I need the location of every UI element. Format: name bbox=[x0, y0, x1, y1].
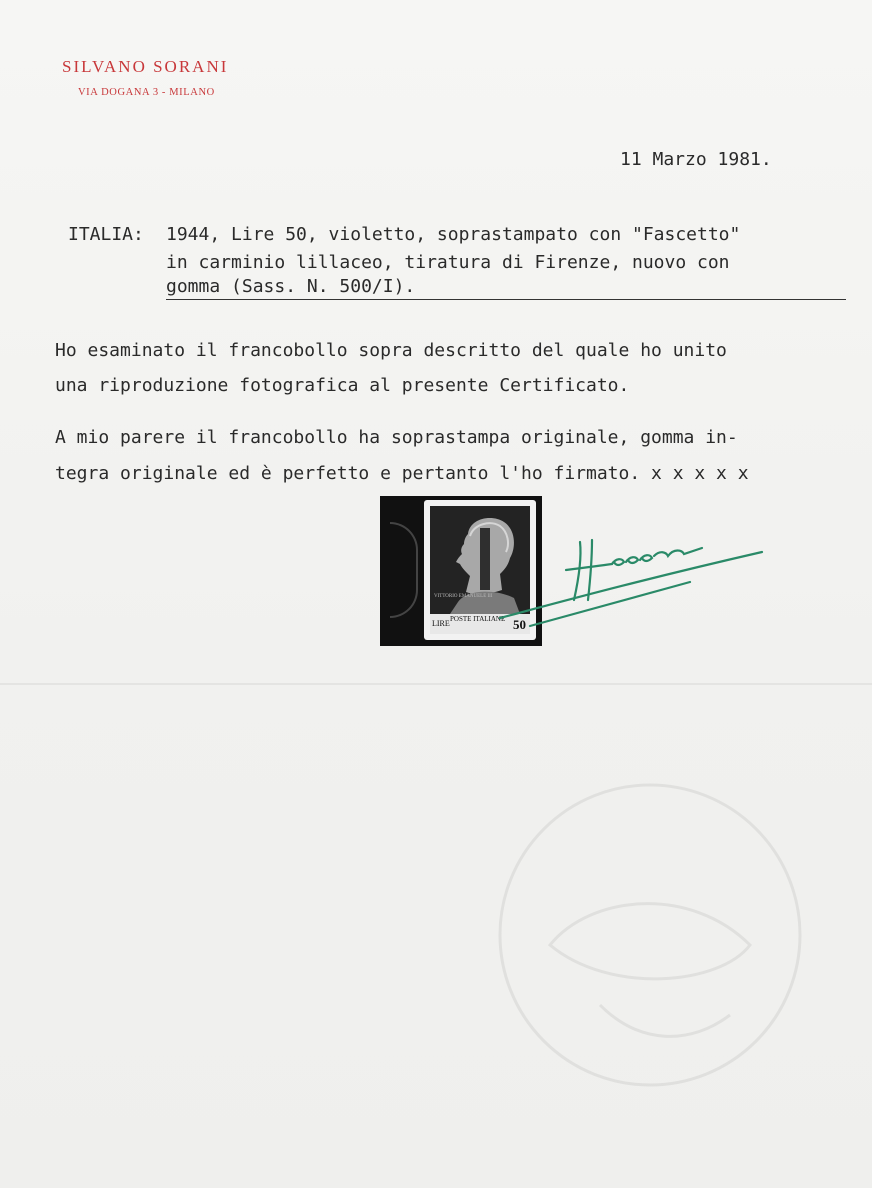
description-underline bbox=[166, 299, 846, 300]
stamp-value: 50 bbox=[513, 617, 526, 632]
paragraph-line: tegra originale ed è perfetto e pertanto l'ho firmato. x x x x x bbox=[55, 463, 749, 484]
paragraph-line: A mio parere il francobollo ha soprastampa originale, gomma in- bbox=[55, 427, 738, 448]
stamp-currency: LIRE bbox=[432, 619, 450, 628]
description-label: ITALIA: bbox=[68, 224, 144, 245]
adjacent-stamp-edge bbox=[390, 522, 418, 618]
description-line: gomma (Sass. N. 500/I). bbox=[166, 276, 416, 297]
description-line: 1944, Lire 50, violetto, soprastampato con "Fascetto" bbox=[166, 224, 741, 245]
certificate-date: 11 Marzo 1981. bbox=[620, 149, 772, 170]
paper-watermark bbox=[430, 745, 870, 1145]
letterhead-address: VIA DOGANA 3 - MILANO bbox=[78, 87, 215, 98]
paper-fold-line bbox=[0, 683, 872, 685]
stamp-country: POSTE ITALIANE bbox=[450, 615, 506, 623]
description-line: in carminio lillaceo, tiratura di Firenze, nuovo con bbox=[166, 252, 730, 273]
paragraph-line: Ho esaminato il francobollo sopra descritto del quale ho unito bbox=[55, 340, 727, 361]
portrait-caption: VITTORIO EMANUELE III bbox=[434, 594, 493, 599]
letterhead-name: SILVANO SORANI bbox=[62, 57, 229, 76]
handwritten-signature bbox=[470, 530, 770, 640]
paragraph-line: una riproduzione fotografica al presente Certificato. bbox=[55, 375, 630, 396]
